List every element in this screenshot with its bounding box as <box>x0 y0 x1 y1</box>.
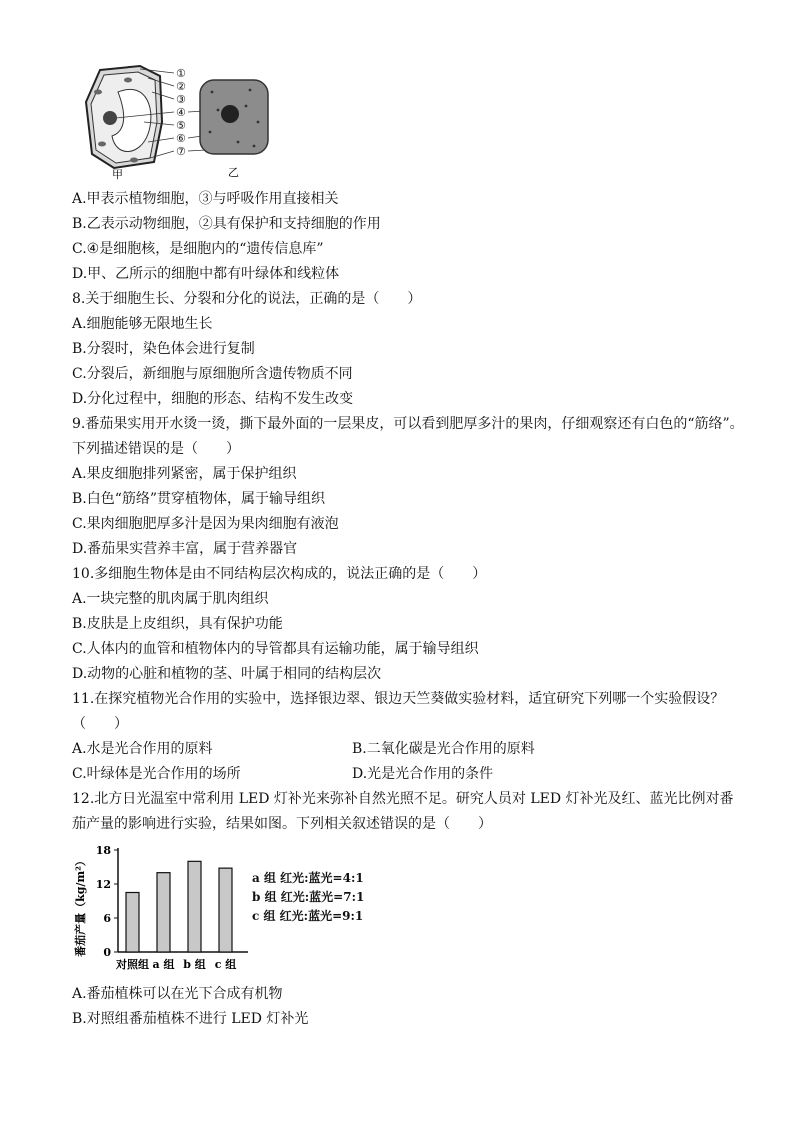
q10-option-c: C.人体内的血管和植物体内的导管都具有运输功能，属于输导组织 <box>72 641 479 657</box>
chloroplast <box>98 142 106 147</box>
chloroplast <box>124 78 132 83</box>
q11-option-d: D.光是光合作用的条件 <box>352 766 494 782</box>
legend-b: b 组 红光:蓝光=7:1 <box>252 890 365 904</box>
chloroplast <box>94 90 102 95</box>
q10-option-a: A.一块完整的肌肉属于肌肉组织 <box>72 591 269 607</box>
q10-option-b: B.皮肤是上皮组织，具有保护功能 <box>72 616 283 632</box>
q11-option-a: A.水是光合作用的原料 <box>72 741 213 757</box>
y-tick-label: 6 <box>103 912 111 925</box>
q9-option-c: C.果肉细胞肥厚多汁是因为果肉细胞有液泡 <box>72 516 339 532</box>
label-yi: 乙 <box>228 166 239 179</box>
x-tick-label: c 组 <box>214 958 237 971</box>
q9-stem-line2: 下列描述错误的是（ ） <box>72 441 240 457</box>
label-6: ⑥ <box>176 132 186 145</box>
y-axis-label: 番茄产量（kg/m²） <box>74 855 87 957</box>
y-tick-label: 18 <box>95 844 111 857</box>
q9-option-d: D.番茄果实营养丰富，属于营养器官 <box>72 541 298 557</box>
q7-option-c: C.④是细胞核，是细胞内的“遗传信息库” <box>72 241 324 257</box>
q11-stem-line1: 11.在探究植物光合作用的实验中，选择银边翠、银边天竺葵做实验材料，适宜研究下列哪一个实验假设？ <box>72 691 725 707</box>
label-jia: 甲 <box>112 168 123 180</box>
x-tick-label: 对照组 <box>116 958 149 971</box>
q10-stem: 10.多细胞生物体是由不同结构层次构成的，说法正确的是（ ） <box>72 566 487 582</box>
q8-stem: 8.关于细胞生长、分裂和分化的说法，正确的是（ ） <box>72 291 422 307</box>
q7-option-d: D.甲、乙所示的细胞中都有叶绿体和线粒体 <box>72 266 340 282</box>
label-3: ③ <box>176 93 186 106</box>
label-2: ② <box>176 80 186 93</box>
label-1: ① <box>176 67 186 80</box>
label-4: ④ <box>176 106 186 119</box>
q7-option-a: A.甲表示植物细胞，③与呼吸作用直接相关 <box>72 191 339 207</box>
q9-option-a: A.果皮细胞排列紧密，属于保护组织 <box>72 466 297 482</box>
q11-option-c: C.叶绿体是光合作用的场所 <box>72 766 241 782</box>
bar-1 <box>157 873 170 952</box>
q10-option-d: D.动物的心脏和植物的茎、叶属于相同的结构层次 <box>72 666 382 682</box>
q8-option-c: C.分裂后，新细胞与原细胞所含遗传物质不同 <box>72 366 353 382</box>
q9-option-b: B.白色“筋络”贯穿植物体，属于输导组织 <box>72 491 326 507</box>
q8-option-a: A.细胞能够无限地生长 <box>72 316 213 332</box>
cell-diagram <box>78 62 274 180</box>
label-7: ⑦ <box>176 145 186 158</box>
bar-2 <box>188 861 201 952</box>
legend-a: a 组 红光:蓝光=4:1 <box>252 871 364 885</box>
q8-option-b: B.分裂时，染色体会进行复制 <box>72 341 255 357</box>
q12-option-b: B.对照组番茄植株不进行 LED 灯补光 <box>72 1011 309 1027</box>
bar-3 <box>219 868 232 952</box>
animal-nucleus <box>221 105 239 123</box>
bar-0 <box>126 893 139 953</box>
q12-option-a: A.番茄植株可以在光下合成有机物 <box>72 986 283 1002</box>
x-tick-label: b 组 <box>183 958 206 971</box>
q12-stem-line2: 茄产量的影响进行实验，结果如图。下列相关叙述错误的是（ ） <box>72 816 492 832</box>
q11-option-b: B.二氧化碳是光合作用的原料 <box>352 741 535 757</box>
plant-nucleus <box>103 111 117 125</box>
legend-c: c 组 红光:蓝光=9:1 <box>252 909 364 923</box>
q12-stem-line1: 12.北方日光温室中常利用 LED 灯补光来弥补自然光照不足。研究人员对 LED 灯补光及红、蓝光比例对番 <box>72 791 734 807</box>
chloroplast <box>130 158 138 163</box>
q7-option-b: B.乙表示动物细胞，②具有保护和支持细胞的作用 <box>72 216 381 232</box>
x-tick-label: a 组 <box>152 958 175 971</box>
label-5: ⑤ <box>176 119 186 132</box>
q9-stem-line1: 9.番茄果实用开水烫一烫，撕下最外面的一层果皮，可以看到肥厚多汁的果肉，仔细观察还有白色的“筋络”。 <box>72 416 744 432</box>
q8-option-d: D.分化过程中，细胞的形态、结构不发生改变 <box>72 391 354 407</box>
y-tick-label: 12 <box>95 878 111 891</box>
y-tick-label: 0 <box>103 946 111 959</box>
q11-stem-line2: （ ） <box>72 716 128 732</box>
